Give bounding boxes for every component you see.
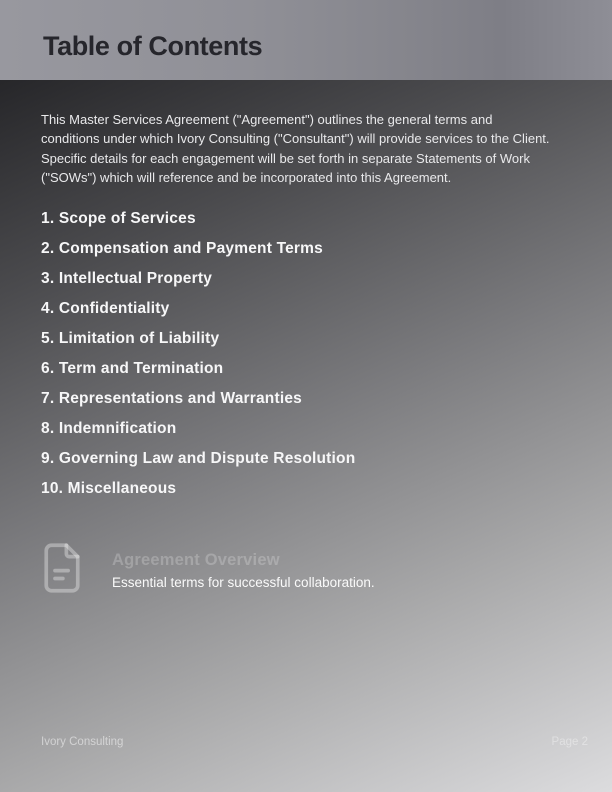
toc-list	[41, 204, 572, 504]
overview-subtitle: Essential terms for successful collaboration.	[112, 575, 375, 591]
page-footer	[41, 736, 588, 748]
page-title: Table of Contents	[43, 30, 263, 61]
document-icon	[41, 542, 83, 594]
footer-page-number: Page 2	[551, 736, 588, 748]
intro-paragraph: This Master Services Agreement ("Agreement") outlines the general terms and conditions under which Ivory Consulting ("Consultant") will provide services to the Client. Specific details for each engagement will be set forth in separate Statements of Work ("SOWs") which will reference and be incorporated into this Agreement.	[41, 112, 550, 185]
toc-item-3: 3. Intellectual Property	[41, 270, 213, 288]
toc-item-8: 8. Indemnification	[41, 420, 177, 438]
toc-item-9: 9. Governing Law and Dispute Resolution	[41, 450, 356, 468]
toc-item-1: 1. Scope of Services	[41, 210, 196, 228]
toc-item-6: 6. Term and Termination	[41, 360, 224, 378]
toc-item-7: 7. Representations and Warranties	[41, 390, 302, 408]
toc-item-5: 5. Limitation of Liability	[41, 330, 220, 348]
toc-item-4: 4. Confidentiality	[41, 300, 170, 318]
toc-item-10: 10. Miscellaneous	[41, 480, 177, 498]
page-body	[0, 110, 612, 594]
overview-text	[112, 542, 375, 590]
page-header	[0, 0, 612, 80]
overview-card	[41, 542, 572, 594]
toc-item-2: 2. Compensation and Payment Terms	[41, 240, 323, 258]
overview-title: Agreement Overview	[112, 551, 280, 570]
footer-company: Ivory Consulting	[41, 736, 124, 748]
